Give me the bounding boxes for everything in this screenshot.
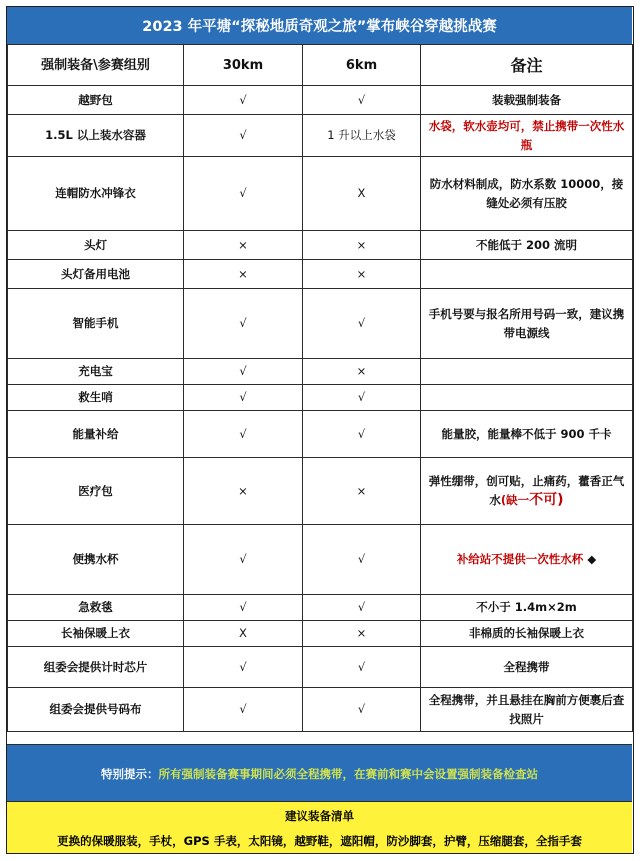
note-warning-text: (缺一 <box>500 493 530 507</box>
table-row <box>8 157 633 231</box>
requirement-6km: × <box>303 359 421 385</box>
table-row <box>8 525 633 595</box>
equipment-note <box>421 458 633 525</box>
requirement-6km: √ <box>303 595 421 621</box>
suggested-gear-list: 更换的保暖服装，手杖，GPS 手表，太阳镜，越野鞋，遮阳帽，防沙脚套，护臂，压缩腿套，全指手套 <box>7 829 632 853</box>
table-row <box>8 115 633 157</box>
equipment-item-name: 智能手机 <box>8 289 184 359</box>
requirement-30km: × <box>184 260 303 289</box>
table-row <box>8 260 633 289</box>
equipment-note <box>421 595 633 621</box>
requirement-6km: 1 升以上水袋 <box>303 115 421 157</box>
note-text: 不小于 1.4m×2m <box>476 600 577 614</box>
equipment-note <box>421 359 633 385</box>
header-30km: 30km <box>184 45 303 86</box>
equipment-note <box>421 385 633 411</box>
table-header-row <box>8 45 633 86</box>
equipment-item-name: 充电宝 <box>8 359 184 385</box>
equipment-table <box>7 44 633 732</box>
suggested-gear-title: 建议装备清单 <box>7 801 632 830</box>
equipment-note <box>421 647 633 688</box>
requirement-6km: √ <box>303 688 421 732</box>
table-row <box>8 359 633 385</box>
requirement-6km: X <box>303 157 421 231</box>
equipment-note <box>421 86 633 115</box>
requirement-6km: √ <box>303 86 421 115</box>
requirement-6km: √ <box>303 525 421 595</box>
requirement-6km: × <box>303 231 421 260</box>
note-text: 全程携带，并且悬挂在胸前方便裹后查找照片 <box>428 692 625 726</box>
note-warning-text: 不可) <box>529 492 564 508</box>
table-row <box>8 595 633 621</box>
table-row <box>8 688 633 732</box>
equipment-note <box>421 688 633 732</box>
equipment-note <box>421 231 633 260</box>
requirement-30km: X <box>184 621 303 647</box>
equipment-note <box>421 621 633 647</box>
requirement-6km: × <box>303 458 421 525</box>
equipment-item-name: 越野包 <box>8 86 184 115</box>
equipment-item-name: 救生哨 <box>8 385 184 411</box>
note-text: 防水材料制成，防水系数 10000，接缝处必须有压胶 <box>429 176 624 210</box>
requirement-30km: √ <box>184 595 303 621</box>
requirement-30km: √ <box>184 688 303 732</box>
equipment-item-name: 组委会提供计时芯片 <box>8 647 184 688</box>
header-note: 备注 <box>421 45 633 86</box>
requirement-30km: × <box>184 231 303 260</box>
equipment-item-name: 连帽防水冲锋衣 <box>8 157 184 231</box>
equipment-item-name: 能量补给 <box>8 411 184 458</box>
note-text: 不能低于 200 流明 <box>475 237 577 252</box>
equipment-item-name: 头灯 <box>8 231 184 260</box>
note-warning-text: 水袋，软水壶均可，禁止携带一次性水瓶 <box>428 118 625 152</box>
equipment-item-name: 组委会提供号码布 <box>8 688 184 732</box>
note-text: 手机号要与报名所用号码一致，建议携带电源线 <box>428 306 625 340</box>
notice-label: 特别提示： <box>101 766 159 781</box>
requirement-30km: √ <box>184 289 303 359</box>
equipment-item-name: 1.5L 以上装水容器 <box>8 115 184 157</box>
equipment-note <box>421 411 633 458</box>
equipment-note <box>421 115 633 157</box>
requirement-6km: √ <box>303 289 421 359</box>
equipment-note <box>421 289 633 359</box>
equipment-sheet <box>6 6 634 854</box>
equipment-item-name: 医疗包 <box>8 458 184 525</box>
equipment-item-name: 长袖保暖上衣 <box>8 621 184 647</box>
requirement-30km: √ <box>184 647 303 688</box>
note-text: 非棉质的长袖保暖上衣 <box>469 626 584 640</box>
equipment-item-name: 头灯备用电池 <box>8 260 184 289</box>
note-text: 装载强制装备 <box>492 92 561 107</box>
table-row <box>8 385 633 411</box>
equipment-note <box>421 260 633 289</box>
table-row <box>8 621 633 647</box>
requirement-6km: √ <box>303 385 421 411</box>
table-row <box>8 86 633 115</box>
note-text: 能量胶，能量棒不低于 900 千卡 <box>441 426 612 441</box>
table-row <box>8 647 633 688</box>
equipment-item-name: 急救毯 <box>8 595 184 621</box>
note-warning-text: 补给站不提供一次性水杯 <box>456 552 584 566</box>
sheet-title: 2023 年平塘“探秘地质奇观之旅”掌布峡谷穿越挑战赛 <box>7 7 632 45</box>
requirement-6km: √ <box>303 647 421 688</box>
header-6km: 6km <box>303 45 421 86</box>
note-text: ◆ <box>583 552 597 566</box>
table-row <box>8 458 633 525</box>
requirement-30km: √ <box>184 359 303 385</box>
equipment-note <box>421 157 633 231</box>
table-row <box>8 411 633 458</box>
table-row <box>8 289 633 359</box>
note-text: 全程携带 <box>503 659 550 674</box>
table-row <box>8 231 633 260</box>
requirement-30km: √ <box>184 86 303 115</box>
requirement-6km: × <box>303 621 421 647</box>
notice-text: 所有强制装备赛事期间必须全程携带，在赛前和赛中会设置强制装备检查站 <box>158 766 538 781</box>
equipment-note <box>421 525 633 595</box>
note-text: 弹性绷带，创可贴，止痛药，藿香正气水 <box>428 474 625 507</box>
requirement-30km: √ <box>184 115 303 157</box>
header-item: 强制装备\参赛组别 <box>8 45 184 86</box>
requirement-30km: × <box>184 458 303 525</box>
equipment-item-name: 便携水杯 <box>8 525 184 595</box>
special-notice <box>7 744 632 802</box>
requirement-6km: √ <box>303 411 421 458</box>
requirement-30km: √ <box>184 411 303 458</box>
requirement-6km: × <box>303 260 421 289</box>
requirement-30km: √ <box>184 385 303 411</box>
requirement-30km: √ <box>184 525 303 595</box>
requirement-30km: √ <box>184 157 303 231</box>
